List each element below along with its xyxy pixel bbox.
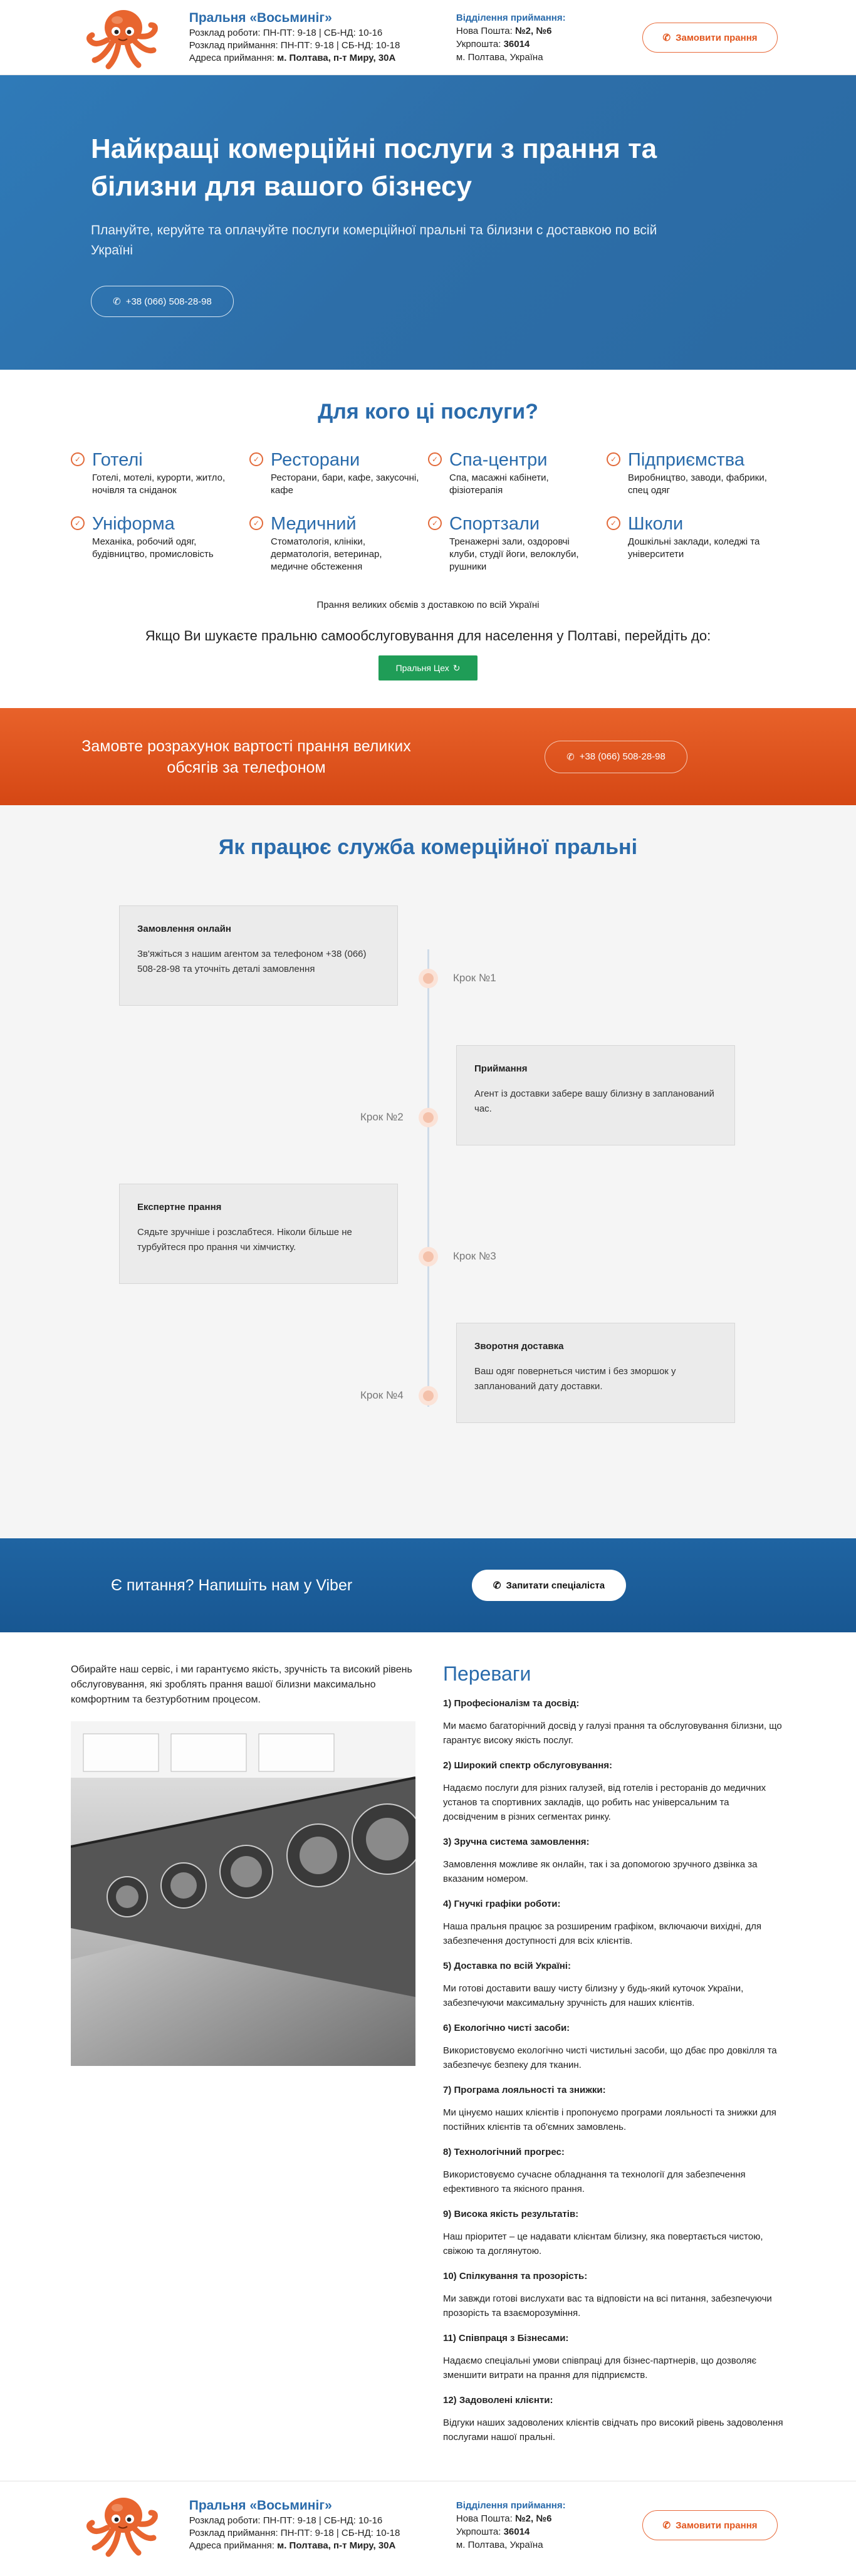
- laundry-photo: [71, 1721, 415, 2066]
- advantages-section: [0, 1632, 856, 2444]
- advantages-intro: Обирайте наш сервіс, і ми гарантуємо якість, зручність та високий рівень обслуговування, які зроблять прання вашої білизни максимально комфортним та безтурботним процесом.: [71, 1664, 412, 1705]
- advantage-item: [443, 2147, 785, 2196]
- advantage-text: Наш пріоритет – це надавати клієнтам білизну, яка повертається чистою, свіжою та доглянутою.: [443, 2231, 763, 2256]
- viber-icon: ✆: [493, 1580, 501, 1591]
- work-hours: Розклад роботи: ПН-ПТ: 9-18 | СБ-НД: 10-16: [189, 28, 383, 38]
- ukrposhta: [456, 38, 642, 51]
- advantage-title: 2) Широкий спектр обслуговування:: [443, 1760, 613, 1771]
- footer-order-laundry-button[interactable]: [642, 2510, 778, 2540]
- footer-branch-info: [456, 2499, 642, 2552]
- audience-item-gyms: [428, 513, 607, 573]
- address: [189, 2540, 437, 2552]
- timeline-dot: [419, 1247, 438, 1266]
- self-service-question: Якщо Ви шукаєте пральню самообслуговування для населення у Полтаві, перейдіть до:: [145, 628, 711, 644]
- advantages-left: [71, 1662, 415, 2444]
- laundry-tseh-label: Пральня Цех: [395, 663, 449, 673]
- phone-icon: ✆: [113, 296, 121, 307]
- audience-item-schools: [607, 513, 785, 573]
- address-value: м. Полтава, п-т Миру, 30А: [277, 2540, 396, 2551]
- check-icon: ✓: [428, 516, 442, 530]
- advantage-text: Використовуємо сучасне обладнання та технології для забезпечення ефективного та якісного прання.: [443, 2169, 746, 2194]
- timeline-dot: [419, 969, 438, 988]
- advantage-title: 4) Гнучкі графіки роботи:: [443, 1899, 561, 1909]
- audience-item-title: Уніформа: [92, 514, 175, 534]
- step-label: Крок №3: [453, 1250, 496, 1262]
- audience-item-title: Школи: [628, 514, 684, 534]
- octopus-icon: [85, 2493, 160, 2558]
- site-footer: [0, 2481, 856, 2568]
- audience-item-desc: Виробництво, заводи, фабрики, спец одяг: [628, 472, 767, 496]
- audience-item-desc: Ресторани, бари, кафе, закусочні, кафе: [271, 472, 419, 496]
- step-title: Приймання: [474, 1063, 528, 1074]
- advantage-text: Ми завжди готові вислухати вас та відповісти на всі питання, забезпечуючи прозорість та взаєморозуміння.: [443, 2293, 772, 2318]
- advantage-title: 7) Програма лояльності та знижки:: [443, 2085, 606, 2095]
- audience-item-desc: Стоматологія, клініки, дерматологія, ветеринар, медичне обстеження: [271, 536, 382, 572]
- address-value: м. Полтава, п-т Миру, 30А: [277, 53, 396, 63]
- audience-note: Прання великих обємів з доставкою по всій Україні: [316, 600, 540, 610]
- hero-phone-button[interactable]: [91, 286, 234, 317]
- ukrposhta: [456, 2525, 642, 2538]
- step-label: Крок №1: [453, 972, 496, 984]
- audience-item-title: Підприємства: [628, 450, 744, 470]
- work-hours: Розклад роботи: ПН-ПТ: 9-18 | СБ-НД: 10-16: [189, 2515, 383, 2526]
- advantage-item: [443, 2209, 785, 2258]
- check-icon: ✓: [607, 452, 620, 466]
- order-laundry-button[interactable]: [642, 23, 778, 53]
- advantage-title: 10) Спілкування та прозорість:: [443, 2271, 588, 2281]
- nova-poshta-label: Нова Пошта:: [456, 2513, 515, 2524]
- hero-section: [0, 75, 856, 370]
- branch-title: Відділення приймання:: [456, 13, 566, 23]
- ask-specialist-label: Запитати спеціаліста: [506, 1580, 605, 1591]
- call-to-action-band: [0, 708, 856, 805]
- hero-subtitle: Плануйте, керуйте та оплачуйте послуги комерційної пральні та білизни с доставкою по всій Україні: [91, 223, 657, 258]
- audience-item-desc: Дошкільні заклади, коледжі та університети: [628, 536, 760, 560]
- cta-phone-label: +38 (066) 508-28-98: [579, 751, 665, 762]
- city: м. Полтава, Україна: [456, 2540, 543, 2550]
- audience-item-desc: Механіка, робочий одяг, будівництво, промисловість: [92, 536, 214, 560]
- ukrposhta-label: Укрпошта:: [456, 39, 504, 50]
- nova-poshta: [456, 2512, 642, 2525]
- step-card: [119, 1184, 398, 1284]
- octopus-icon: [85, 5, 160, 70]
- nova-poshta-label: Нова Пошта:: [456, 26, 515, 36]
- nova-poshta-value: №2, №6: [514, 26, 552, 36]
- viber-text: Є питання? Напишіть нам у Viber: [111, 1576, 353, 1594]
- brand-name: Пральня «Восьминіг»: [189, 2498, 332, 2513]
- audience-item-restaurants: [249, 449, 428, 497]
- audience-item-desc: Спа, масажні кабінети, фізіотерапія: [449, 472, 549, 496]
- step-label: Крок №2: [360, 1111, 404, 1123]
- check-icon: ✓: [249, 452, 263, 466]
- refresh-icon: ↻: [452, 662, 461, 673]
- washing-machines-image: [71, 1721, 415, 2066]
- advantage-item: [443, 1837, 785, 1886]
- audience-item-uniform: [71, 513, 249, 573]
- phone-icon: ✆: [566, 751, 575, 763]
- advantage-title: 6) Екологічно чисті засоби:: [443, 2023, 570, 2033]
- city: м. Полтава, Україна: [456, 52, 543, 63]
- audience-item-title: Медичний: [271, 514, 357, 534]
- advantage-title: 9) Висока якість результатів:: [443, 2209, 579, 2219]
- step-title: Замовлення онлайн: [137, 924, 231, 934]
- audience-item-medical: [249, 513, 428, 573]
- site-header: [0, 0, 856, 75]
- ukrposhta-value: 36014: [503, 39, 530, 50]
- step-text: Агент із доставки забере вашу білизну в запланований час.: [474, 1088, 714, 1114]
- timeline-dot: [419, 1108, 438, 1127]
- advantages-title: Переваги: [443, 1662, 531, 1685]
- audience-item-hotels: [71, 449, 249, 497]
- laundry-tseh-button[interactable]: [378, 655, 478, 681]
- advantage-item: [443, 1961, 785, 2010]
- viber-icon: ✆: [662, 2520, 671, 2531]
- viber-icon: ✆: [662, 33, 671, 43]
- audience-item-desc: Готелі, мотелі, курорти, житло, ночівля та сніданок: [92, 472, 226, 496]
- nova-poshta: [456, 24, 642, 38]
- advantage-title: 3) Зручна система замовлення:: [443, 1837, 590, 1847]
- ukrposhta-label: Укрпошта:: [456, 2526, 504, 2537]
- footer-brand-info: [189, 2498, 437, 2552]
- advantage-item: [443, 2395, 785, 2444]
- step-card: [119, 905, 398, 1006]
- branch-title: Відділення приймання:: [456, 2500, 566, 2511]
- process-title: Як працює служба комерційної пральні: [218, 835, 638, 859]
- check-icon: ✓: [71, 516, 85, 530]
- step-text: Ваш одяг повернеться чистим і без зморшок у запланований дату доставки.: [474, 1366, 676, 1392]
- advantage-text: Ми маємо багаторічний досвід у галузі прання та обслуговування білизни, що гарантує високу якість послуг.: [443, 1721, 782, 1746]
- advantage-item: [443, 1698, 785, 1748]
- advantage-title: 1) Професіоналізм та досвід:: [443, 1698, 580, 1709]
- address-label: Адреса приймання:: [189, 2540, 278, 2551]
- audience-item-title: Готелі: [92, 450, 143, 470]
- brand-info: [189, 11, 437, 65]
- audience-item-enterprises: [607, 449, 785, 497]
- intake-hours: Розклад приймання: ПН-ПТ: 9-18 | СБ-НД: 10-18: [189, 2528, 400, 2538]
- nova-poshta-value: №2, №6: [514, 2513, 552, 2524]
- audience-item-title: Спортзали: [449, 514, 540, 534]
- order-laundry-label: Замовити прання: [676, 2520, 758, 2531]
- audience-item-title: Спа-центри: [449, 450, 548, 470]
- intake-hours: Розклад приймання: ПН-ПТ: 9-18 | СБ-НД: 10-18: [189, 40, 400, 51]
- advantage-item: [443, 2085, 785, 2134]
- address-label: Адреса приймання:: [189, 53, 278, 63]
- advantage-text: Замовлення можливе як онлайн, так і за допомогою зручного дзвінка за вказаним номером.: [443, 1859, 758, 1884]
- advantages-right: [443, 1662, 785, 2444]
- timeline-line: [427, 949, 429, 1407]
- cta-phone-button[interactable]: [545, 741, 687, 773]
- advantage-item: [443, 2333, 785, 2382]
- advantage-title: 12) Задоволені клієнти:: [443, 2395, 553, 2406]
- step-card: [456, 1323, 735, 1423]
- check-icon: ✓: [71, 452, 85, 466]
- brand-name: Пральня «Восьминіг»: [189, 11, 332, 25]
- audience-item-title: Ресторани: [271, 450, 360, 470]
- hero-phone-label: +38 (066) 508-28-98: [125, 296, 212, 307]
- audience-section: [0, 370, 856, 708]
- check-icon: ✓: [249, 516, 263, 530]
- viber-band: [0, 1538, 856, 1632]
- advantage-item: [443, 2271, 785, 2320]
- timeline-dot: [419, 1386, 438, 1405]
- audience-item-spa: [428, 449, 607, 497]
- step-text: Сядьте зручніше і розслабтеся. Ніколи більше не турбуйтеся про прання чи хімчистку.: [137, 1227, 352, 1253]
- octopus-logo[interactable]: [82, 2491, 163, 2560]
- ask-specialist-button[interactable]: [472, 1570, 626, 1601]
- advantage-title: 11) Співпраця з Бізнесами:: [443, 2333, 569, 2344]
- branch-info: [456, 11, 642, 64]
- step-label: Крок №4: [360, 1389, 404, 1401]
- advantage-text: Ми готові доставити вашу чисту білизну у будь-який куточок України, забезпечуючи максимальну зручність для наших клієнтів.: [443, 1983, 744, 2008]
- audience-title: Для кого ці послуги?: [318, 400, 538, 424]
- check-icon: ✓: [607, 516, 620, 530]
- advantage-item: [443, 1899, 785, 1948]
- hero-title: Найкращі комерційні послуги з прання та білизни для вашого бізнесу: [91, 133, 657, 202]
- advantage-text: Наша пральня працює за розширеним графіком, включаючи вихідні, для забезпечення доступності для всіх клієнтів.: [443, 1921, 762, 1946]
- advantage-text: Відгуки наших задоволених клієнтів свідчать про високий рівень задоволення послугами нашої пральні.: [443, 2417, 783, 2443]
- step-card: [456, 1045, 735, 1145]
- cta-text: Замовте розрахунок вартості прання великих обсягів за телефоном: [81, 737, 411, 776]
- advantage-text: Надаємо спеціальні умови співпраці для бізнес-партнерів, що дозволяє зменшити витрати на прання для підприємств.: [443, 2355, 757, 2380]
- advantage-item: [443, 2023, 785, 2072]
- order-laundry-label: Замовити прання: [676, 32, 758, 43]
- step-title: Експертне прання: [137, 1202, 222, 1212]
- advantage-item: [443, 1760, 785, 1824]
- advantage-title: 5) Доставка по всій Україні:: [443, 1961, 571, 1971]
- audience-item-desc: Тренажерні зали, оздоровчі клуби, студії йоги, велоклуби, рушники: [449, 536, 579, 572]
- octopus-logo[interactable]: [82, 3, 163, 72]
- address: [189, 52, 437, 65]
- check-icon: ✓: [428, 452, 442, 466]
- ukrposhta-value: 36014: [503, 2526, 530, 2537]
- process-section: [0, 805, 856, 1538]
- step-text: Зв'яжіться з нашим агентом за телефоном +38 (066) 508-28-98 та уточніть деталі замовлення: [137, 949, 367, 974]
- step-title: Зворотня доставка: [474, 1341, 564, 1352]
- advantage-text: Використовуємо екологічно чисті чистильні засоби, що дбає про довкілля та забезпечує безпеку для тканин.: [443, 2045, 777, 2070]
- audience-grid: [71, 449, 785, 573]
- advantage-title: 8) Технологічний прогрес:: [443, 2147, 565, 2157]
- advantage-text: Ми цінуємо наших клієнтів і пропонуємо програми лояльності та знижки для постійних клієнтів та об'ємних замовлень.: [443, 2107, 776, 2132]
- advantage-text: Надаємо послуги для різних галузей, від готелів і ресторанів до медичних установ та спортивних закладів, що робить нас універсальним та досвідченим в різних сегментах ринку.: [443, 1783, 766, 1822]
